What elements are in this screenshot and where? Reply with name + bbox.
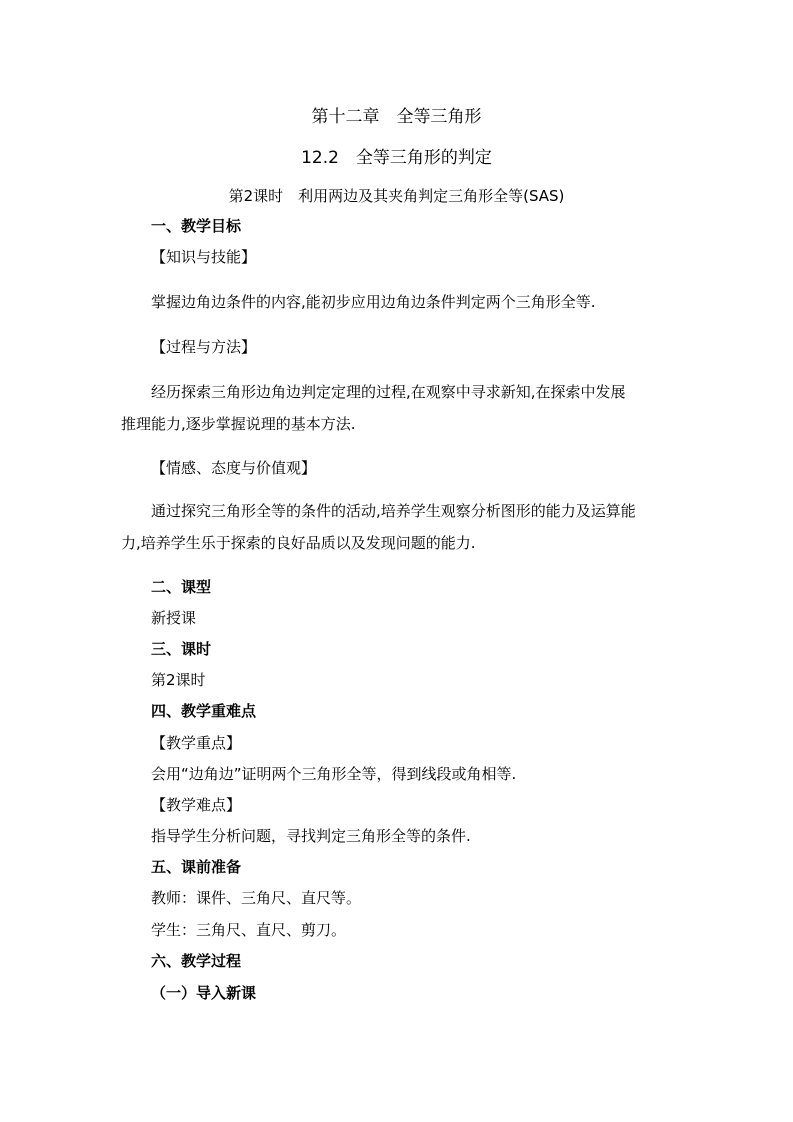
student-prep-text: 学生：三角尺、直尺、剪刀。 bbox=[151, 921, 347, 939]
heading-intro: （一）导入新课 bbox=[151, 984, 257, 1002]
subheading-process: 【过程与方法】 bbox=[151, 338, 257, 356]
emotion-text-line2: 力,培养学生乐于探索的良好品质以及发现问题的能力. bbox=[121, 534, 476, 552]
heading-teaching-goals: 一、教学目标 bbox=[151, 217, 242, 235]
heading-key-difficult: 四、教学重难点 bbox=[151, 702, 257, 720]
subheading-emotion: 【情感、态度与价值观】 bbox=[151, 459, 317, 477]
difficult-text: 指导学生分析问题，寻找判定三角形全等的条件. bbox=[151, 827, 471, 845]
key-text: 会用“边角边”证明两个三角形全等，得到线段或角相等. bbox=[151, 765, 517, 783]
course-type-text: 新授课 bbox=[151, 609, 197, 627]
heading-preparation: 五、课前准备 bbox=[151, 858, 242, 876]
knowledge-text: 掌握边角边条件的内容,能初步应用边角边条件判定两个三角形全等. bbox=[151, 293, 596, 311]
class-hours-text: 第2课时 bbox=[151, 671, 206, 689]
lesson-title: 第2课时 利用两边及其夹角判定三角形全等(SAS) bbox=[228, 187, 565, 205]
subheading-key: 【教学重点】 bbox=[151, 734, 242, 752]
heading-teaching-process: 六、教学过程 bbox=[151, 952, 242, 970]
chapter-title: 第十二章 全等三角形 bbox=[311, 107, 482, 127]
section-title: 12.2 全等三角形的判定 bbox=[301, 148, 492, 168]
heading-course-type: 二、课型 bbox=[151, 578, 212, 596]
heading-class-hours: 三、课时 bbox=[151, 640, 212, 658]
teacher-prep-text: 教师：课件、三角尺、直尺等。 bbox=[151, 889, 362, 907]
subheading-difficult: 【教学难点】 bbox=[151, 796, 242, 814]
process-text-line2: 推理能力,逐步掌握说理的基本方法. bbox=[121, 415, 356, 433]
emotion-text-line1: 通过探究三角形全等的条件的活动,培养学生观察分析图形的能力及运算能 bbox=[151, 502, 636, 520]
subheading-knowledge: 【知识与技能】 bbox=[151, 248, 257, 266]
process-text-line1: 经历探索三角形边角边判定定理的过程,在观察中寻求新知,在探索中发展 bbox=[151, 383, 626, 401]
